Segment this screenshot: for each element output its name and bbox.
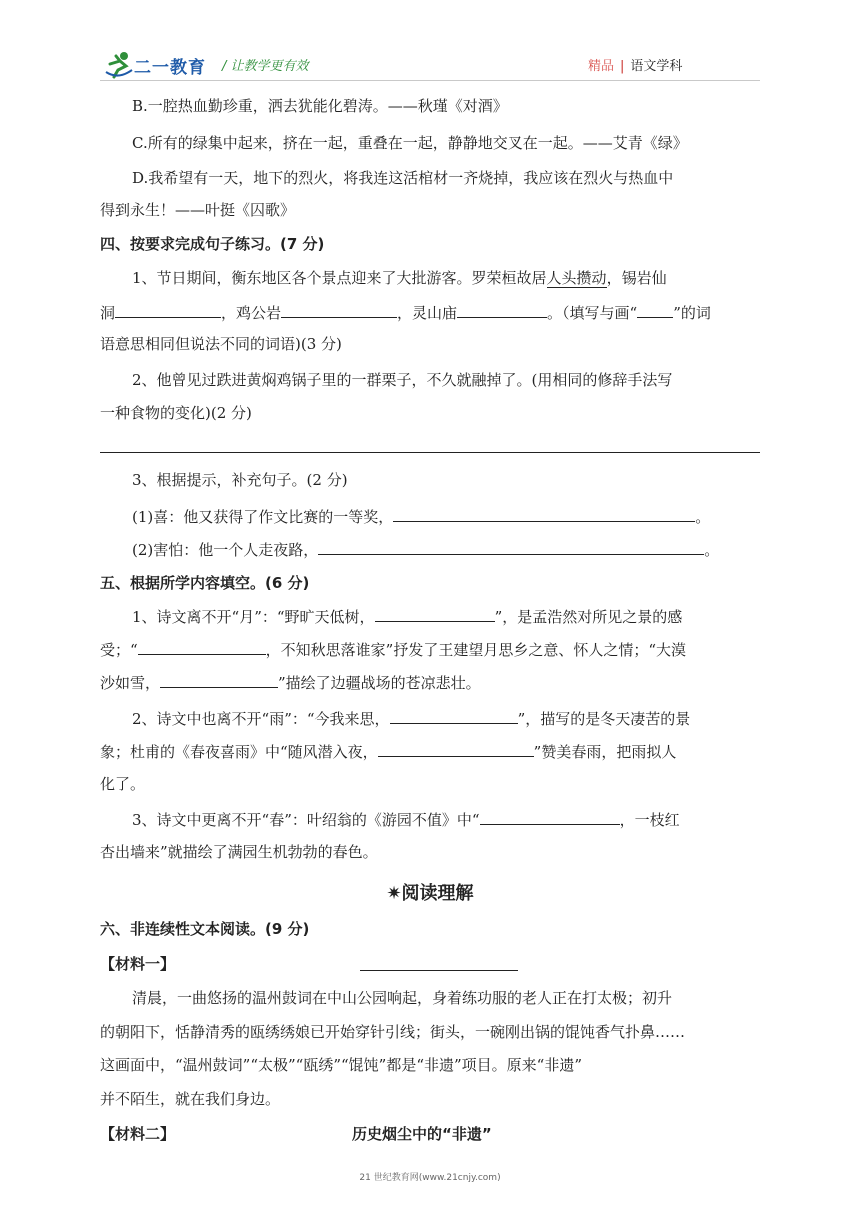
blank-jigong-rock[interactable] bbox=[281, 301, 397, 318]
blank-poem-2[interactable] bbox=[138, 638, 266, 655]
s5-q3-line1 bbox=[132, 808, 680, 830]
s5-q1-line3 bbox=[100, 671, 481, 693]
s5-q3-line2: 杏出墙来”就描绘了满园生机勃勃的春色。 bbox=[100, 843, 378, 861]
s5-q1-text-f: ”描绘了边疆战场的苍凉悲壮。 bbox=[278, 674, 481, 692]
blank-poem-6[interactable] bbox=[480, 808, 620, 825]
s5-q1-text-b: ”，是孟浩然对所见之景的感 bbox=[494, 608, 683, 626]
material-1-para-line1: 清晨，一曲悠扬的温州鼓词在中山公园响起，身着练功服的老人正在打太极；初升 bbox=[132, 989, 673, 1007]
material-1-label: 【材料一】 bbox=[100, 955, 176, 973]
subject-label: 语文学科 bbox=[630, 59, 683, 74]
s5-q3-text-b: ，一枝红 bbox=[619, 811, 680, 829]
blank-joy-sentence[interactable] bbox=[393, 505, 695, 522]
reading-heading: ✷阅读理解 bbox=[386, 883, 474, 904]
s5-q3-text-a: 3、诗文中更离不开“春”：叶绍翁的《游园不值》中“ bbox=[132, 811, 480, 829]
s4-q3-1-text: (1)喜：他又获得了作文比赛的一等奖， bbox=[132, 508, 394, 526]
period: 。 bbox=[704, 541, 720, 559]
header-right bbox=[588, 55, 682, 74]
option-b: B.一腔热血勤珍重，洒去犹能化碧涛。——秋瑾《对酒》 bbox=[132, 97, 508, 115]
s5-q1-text-a: 1、诗文离不开“月”：“野旷天低树， bbox=[132, 608, 375, 626]
option-d-line2: 得到永生！——叶挺《囚歌》 bbox=[100, 201, 296, 219]
blank-xiyan-cave[interactable] bbox=[115, 301, 221, 318]
logo-text: 二一教育 bbox=[134, 58, 206, 78]
s4-q1-text-a: 1、节日期间，衡东地区各个景点迎来了大批游客。罗荣桓故居 bbox=[132, 269, 547, 287]
option-c: C.所有的绿集中起来，挤在一起，重叠在一起，静静地交叉在一起。——艾青《绿》 bbox=[132, 134, 688, 152]
option-d-line1: D.我希望有一天，地下的烈火，将我连这活棺材一齐烧掉，我应该在烈火与热血中 bbox=[132, 169, 674, 187]
material-1-para-line4: 并不陌生，就在我们身边。 bbox=[100, 1090, 281, 1108]
blank-lingshan-temple[interactable] bbox=[457, 301, 547, 318]
period: 。 bbox=[695, 508, 711, 526]
blank-poem-3[interactable] bbox=[160, 671, 278, 688]
s4-q3-2 bbox=[132, 538, 719, 560]
page-header bbox=[0, 0, 860, 80]
s4-q1-text-f: 。（填写与画“ bbox=[547, 304, 638, 322]
s4-q1-line1 bbox=[132, 268, 667, 288]
s4-q3-title: 3、根据提示，补充句子。(2 分) bbox=[132, 471, 348, 489]
s4-q1-line3: 语意思相同但说法不同的词语)(3 分) bbox=[100, 335, 342, 353]
s4-q1-text-g: ”的词 bbox=[673, 304, 711, 322]
blank-fear-sentence[interactable] bbox=[318, 538, 704, 555]
s4-q2-line2: 一种食物的变化)(2 分) bbox=[100, 404, 252, 422]
s4-q1-underlined-word: 人头攒动 bbox=[546, 269, 607, 287]
section-4-title: 四、按要求完成句子练习。(7 分) bbox=[100, 235, 325, 253]
s5-q1-text-e: 沙如雪， bbox=[100, 674, 161, 692]
slogan: / 让教学更有效 bbox=[222, 59, 309, 74]
s5-q2-line3: 化了。 bbox=[100, 775, 146, 793]
s4-q2-line1: 2、他曾见过跌进黄焖鸡锅子里的一群栗子，不久就融掉了。(用相同的修辞手法写 bbox=[132, 371, 673, 389]
s4-q1-text-c: 洞 bbox=[100, 304, 116, 322]
header-divider bbox=[100, 80, 760, 81]
material-1-para-line3: 这画面中，“温州鼓词”“太极”“瓯绣”“馄饨”都是“非遗”项目。原来“非遗” bbox=[100, 1056, 583, 1074]
s5-q2-line2 bbox=[100, 740, 676, 762]
s5-q2-text-b: ”，描写的是冬天凄苦的景 bbox=[517, 710, 691, 728]
s5-q2-text-d: ”赞美春雨，把雨拟人 bbox=[533, 743, 677, 761]
material-2-title: 历史烟尘中的“非遗” bbox=[352, 1125, 492, 1143]
section-5-title: 五、根据所学内容填空。(6 分) bbox=[100, 574, 310, 592]
material-1-para-line2: 的朝阳下，恬静清秀的瓯绣绣娘已开始穿针引线；街头，一碗刚出锅的馄饨香气扑鼻…… bbox=[100, 1023, 686, 1041]
quality-badge: 精品 bbox=[588, 59, 615, 74]
s5-q2-line1 bbox=[132, 707, 690, 729]
s5-q2-text-a: 2、诗文中也离不开“雨”：“今我来思， bbox=[132, 710, 390, 728]
s5-q1-line1 bbox=[132, 605, 682, 627]
blank-poem-1[interactable] bbox=[375, 605, 495, 622]
runner-logo-icon bbox=[104, 50, 134, 80]
s5-q2-text-c: 象；杜甫的《春夜喜雨》中“随风潜入夜， bbox=[100, 743, 378, 761]
blank-poem-4[interactable] bbox=[390, 707, 518, 724]
blank-poem-5[interactable] bbox=[378, 740, 534, 757]
s5-q1-line2 bbox=[100, 638, 686, 660]
s4-q1-line2 bbox=[100, 301, 711, 323]
s4-q3-1 bbox=[132, 505, 710, 527]
s4-q3-2-text: (2)害怕：他一个人走夜路， bbox=[132, 541, 319, 559]
underline-sample bbox=[637, 301, 673, 318]
s4-q1-text-b: ，锡岩仙 bbox=[606, 269, 667, 287]
s5-q1-text-d: ，不知秋思落谁家”抒发了王建望月思乡之意、怀人之情；“大漠 bbox=[265, 641, 687, 659]
s4-q2-answer-line[interactable] bbox=[100, 452, 760, 453]
s4-q1-text-e: ，灵山庙 bbox=[397, 304, 458, 322]
page-footer: 21 世纪教育网(www.21cnjy.com) bbox=[359, 1173, 501, 1183]
section-6-title: 六、非连续性文本阅读。(9 分) bbox=[100, 920, 310, 938]
material-2-label: 【材料二】 bbox=[100, 1125, 176, 1143]
s4-q1-text-d: ，鸡公岩 bbox=[221, 304, 282, 322]
s5-q1-text-c: 受；“ bbox=[100, 641, 138, 659]
material-1-title-blank[interactable] bbox=[360, 970, 518, 971]
header-separator: | bbox=[620, 59, 625, 74]
